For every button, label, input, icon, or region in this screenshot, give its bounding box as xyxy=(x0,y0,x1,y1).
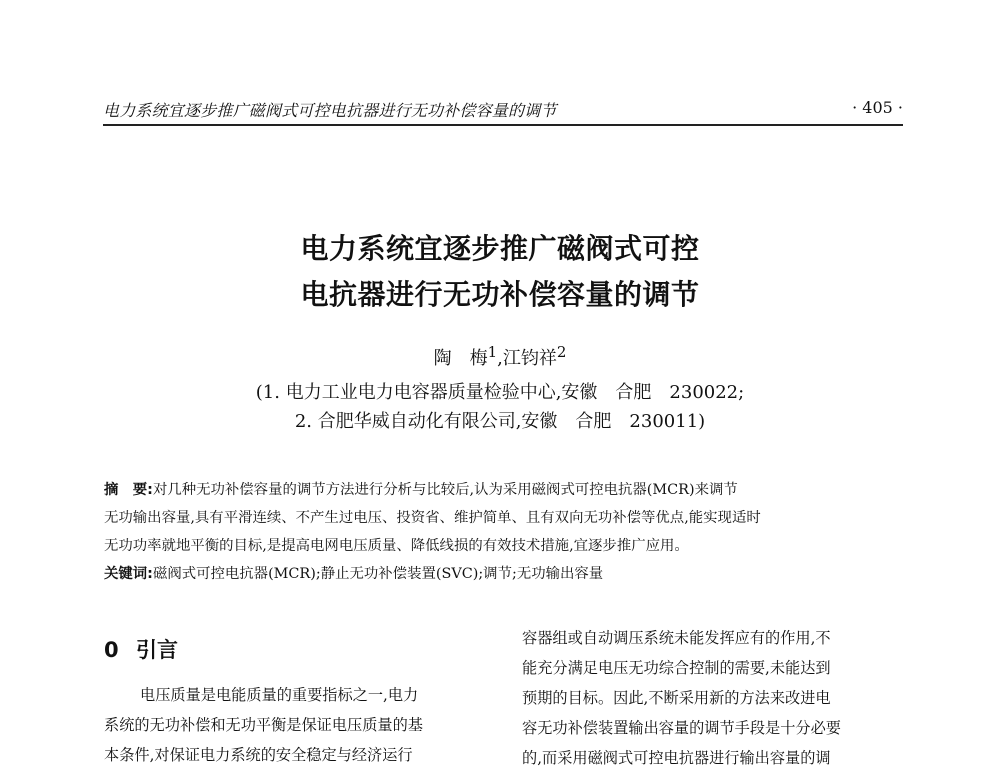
right-line-3: 预期的目标。因此,不断采用新的方法来改进电 xyxy=(522,689,831,707)
left-line-2: 系统的无功补偿和无功平衡是保证电压质量的基 xyxy=(104,716,423,734)
running-header xyxy=(103,96,903,126)
author-1: 陶 梅 xyxy=(433,348,488,369)
author-1-affiliation-mark: 1 xyxy=(487,343,498,361)
right-line-5: 的,而采用磁阀式可控电抗器进行输出容量的调 xyxy=(522,749,831,767)
abstract xyxy=(104,476,902,588)
authors xyxy=(0,343,1000,370)
page-number: · 405 · xyxy=(852,98,903,117)
paper-title xyxy=(0,226,1000,318)
keywords-text: 磁阀式可控电抗器(MCR);静止无功补偿装置(SVC);调节;无功输出容量 xyxy=(152,566,604,582)
affiliation-1: (1. 电力工业电力电容器质量检验中心,安徽 合肥 230022; xyxy=(255,382,745,403)
keywords-label: 关键词: xyxy=(104,566,153,582)
author-2: 江钧祥 xyxy=(502,348,557,369)
abstract-label: 摘 要: xyxy=(104,482,153,498)
abstract-line-3: 无功功率就地平衡的目标,是提高电网电压质量、降低线损的有效技术措施,宜逐步推广应用。 xyxy=(104,538,689,554)
left-line-3: 本条件,对保证电力系统的安全稳定与经济运行 xyxy=(104,746,413,764)
title-line-2: 电抗器进行无功补偿容量的调节 xyxy=(300,278,700,311)
section-number: 0 xyxy=(104,638,119,662)
right-line-2: 能充分满足电压无功综合控制的需要,未能达到 xyxy=(522,659,831,677)
affiliations xyxy=(0,378,1000,436)
keywords-line xyxy=(104,560,902,588)
abstract-line-2: 无功输出容量,具有平滑连续、不产生过电压、投资省、维护简单、且有双向无功补偿等优点,能实现适时 xyxy=(104,510,761,526)
left-line-1: 电压质量是电能质量的重要指标之一,电力 xyxy=(140,686,419,704)
right-column xyxy=(522,623,904,773)
header-rule xyxy=(103,124,903,126)
abstract-text-1: 对几种无功补偿容量的调节方法进行分析与比较后,认为采用磁阀式可控电抗器(MCR)来调节 xyxy=(152,482,738,498)
author-separator: , xyxy=(497,348,503,369)
left-column xyxy=(104,634,488,770)
author-2-affiliation-mark: 2 xyxy=(556,343,567,361)
running-title: 电力系统宜逐步推广磁阀式可控电抗器进行无功补偿容量的调节 xyxy=(103,101,557,120)
right-line-4: 容无功补偿装置输出容量的调节手段是十分必要 xyxy=(522,719,841,737)
section-title: 引言 xyxy=(136,638,178,662)
right-line-1: 容器组或自动调压系统未能发挥应有的作用,不 xyxy=(522,629,831,647)
section-heading xyxy=(104,634,488,680)
title-line-1: 电力系统宜逐步推广磁阀式可控 xyxy=(300,232,700,265)
abstract-line-1 xyxy=(104,476,902,504)
affiliation-2: 2. 合肥华威自动化有限公司,安徽 合肥 230011) xyxy=(294,411,706,432)
